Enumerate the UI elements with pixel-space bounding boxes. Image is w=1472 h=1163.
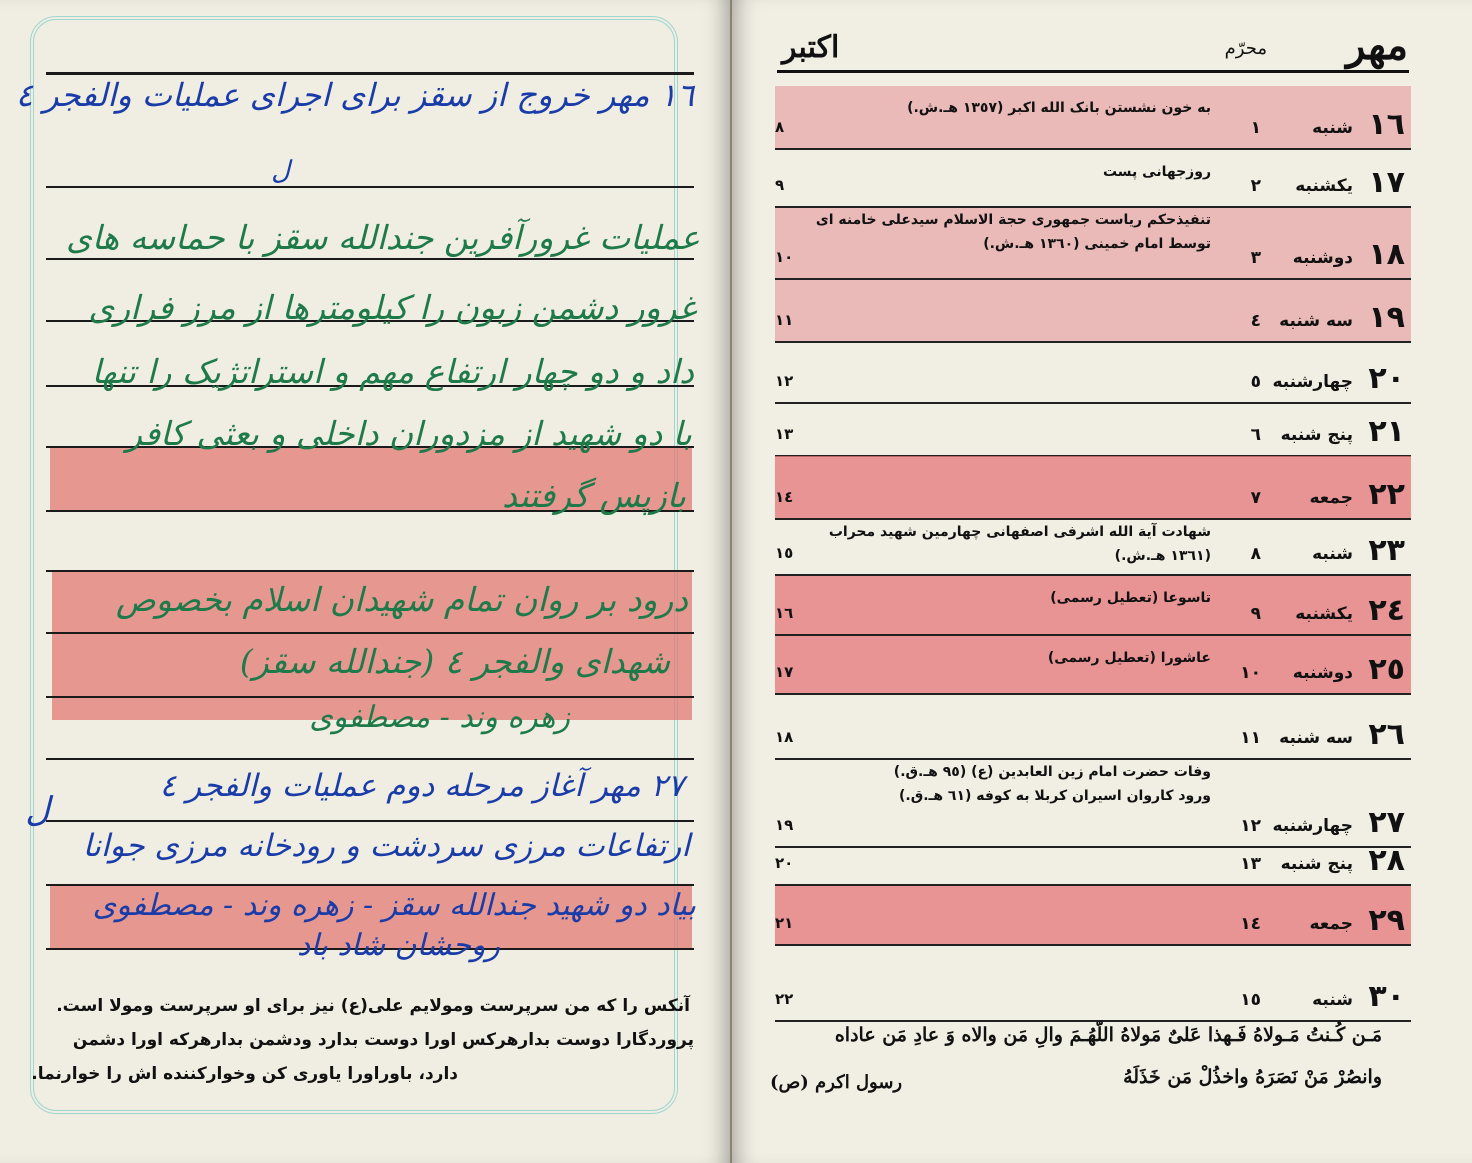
- handwritten-note: غرور دشمن زبون را کیلومترها از مرز فراری: [88, 288, 696, 327]
- hijri-day: ٣: [1250, 248, 1261, 268]
- calendar-row: [775, 636, 1411, 695]
- handwritten-note: با دو شهید از مزدوران داخلی و بعثی کافر: [126, 414, 692, 453]
- event-text: ورود کاروان اسیران کربلا به کوفه (٦١ هـ.ق.): [898, 788, 1211, 804]
- hijri-day: ٥: [1250, 372, 1261, 392]
- event-text: روزجهانی پست: [1102, 164, 1211, 180]
- hadith-translation-line: دارد، باوراورا یاوری کن وخوارکننده اش را خوارنما.: [31, 1064, 458, 1084]
- weekday-name: یکشنبه: [1295, 176, 1353, 196]
- day-number: ٢٨: [1368, 843, 1405, 878]
- handwritten-note: ارتفاعات مرزی سردشت و رودخانه مرزی جوانا: [82, 828, 690, 864]
- day-number: ٢٩: [1368, 903, 1405, 938]
- gregorian-day: ١٤: [775, 488, 794, 506]
- day-number: ١٩: [1368, 300, 1405, 335]
- gregorian-day: ١٧: [775, 663, 794, 681]
- handwritten-note: روحشان شاد باد: [296, 928, 500, 963]
- handwritten-note: زهره وند - مصطفوی: [309, 700, 570, 735]
- ruled-line: [46, 570, 694, 572]
- handwritten-note: بازپس گرفتند: [502, 476, 686, 515]
- weekday-name: چهارشنبه: [1272, 816, 1353, 836]
- weekday-name: سه شنبه: [1279, 728, 1353, 748]
- hijri-day: ٦: [1250, 425, 1261, 445]
- header-rule: [777, 70, 1409, 73]
- gregorian-day: ٨: [775, 118, 785, 136]
- weekday-name: چهارشنبه: [1272, 372, 1353, 392]
- event-text: (١٣٦١ هـ.ش.): [1114, 548, 1211, 564]
- weekday-name: دوشنبه: [1292, 248, 1353, 268]
- calendar-row: [775, 694, 1411, 760]
- hijri-day: ١: [1250, 118, 1261, 138]
- event-text: تاسوعا (تعطیل رسمی): [1050, 590, 1211, 606]
- ruled-line: [46, 72, 694, 75]
- gregorian-day: ١٠: [775, 248, 794, 266]
- calendar-row: [775, 208, 1411, 280]
- weekday-name: جمعه: [1309, 488, 1353, 508]
- day-number: ٢٧: [1368, 805, 1405, 840]
- day-number: ٢٤: [1368, 593, 1405, 628]
- hadith-arabic-line: وانصُرْ مَنْ نَصَرَهُ واخذُلْ مَن خَذَلَهُ: [1123, 1066, 1382, 1088]
- ruled-line: [46, 820, 694, 822]
- ruled-line: [46, 884, 694, 886]
- handwritten-note: ١٦ مهر خروج از سقز برای اجرای عملیات والفجر ٤: [15, 76, 694, 114]
- day-number: ٢٥: [1368, 652, 1405, 687]
- calendar-row: [775, 886, 1411, 946]
- weekday-name: پنج شنبه: [1280, 854, 1353, 874]
- hijri-day: ١٣: [1240, 854, 1261, 874]
- day-number: ١٧: [1368, 165, 1405, 200]
- gregorian-day: ٢٠: [775, 854, 794, 872]
- hijri-day: ٤: [1250, 311, 1261, 331]
- calendar-row: [775, 520, 1411, 576]
- hijri-day: ١٥: [1240, 990, 1261, 1010]
- day-number: ٢٣: [1368, 533, 1405, 568]
- event-text: شهادت آیة الله اشرفی اصفهانی چهارمین شهید محراب: [828, 524, 1211, 540]
- day-number: ٣٠: [1368, 979, 1405, 1014]
- calendar-row: [775, 456, 1411, 520]
- hijri-day: ٢: [1250, 176, 1261, 196]
- handwritten-note: ٢٧ مهر آغاز مرحله دوم عملیات والفجر ٤: [159, 768, 684, 804]
- weekday-name: پنج شنبه: [1280, 425, 1353, 445]
- day-number: ٢١: [1368, 414, 1405, 449]
- calendar-row: [775, 404, 1411, 457]
- weekday-name: شنبه: [1312, 990, 1353, 1010]
- weekday-name: یکشنبه: [1295, 604, 1353, 624]
- hadith-arabic-line: مَـن کُـنتُ مَـولاهُ فَـهذا عَلیٌ مَولاهُ اللّهُـمَ والِ مَن والاه وَ عادِ مَن عاداه: [834, 1024, 1382, 1046]
- hadith-source: رسول اکرم (ص): [770, 1072, 903, 1093]
- event-text: توسط امام خمینی (١٣٦٠ هـ.ش.): [983, 236, 1211, 252]
- gregorian-day: ١٨: [775, 728, 794, 746]
- weekday-name: سه شنبه: [1279, 311, 1353, 331]
- month-title: مهر: [1346, 22, 1408, 69]
- left-page: [0, 0, 732, 1163]
- day-number: ٢٠: [1368, 361, 1405, 396]
- handwritten-note: شهدای والفجر ٤ (جندالله سقز): [239, 642, 670, 681]
- calendar-row: [775, 86, 1411, 150]
- hijri-month: محرّم: [1224, 38, 1267, 59]
- event-text: عاشورا (تعطیل رسمی): [1047, 650, 1211, 666]
- calendar-row: [775, 945, 1411, 1022]
- gregorian-day: ٩: [775, 176, 785, 194]
- ruled-line: [46, 696, 694, 698]
- ruled-line: [46, 258, 694, 260]
- hadith-translation-line: پروردگارا دوست بدارهرکس اورا دوست بدارد ودشمن بدارهرکه اورا دشمن: [72, 1030, 694, 1050]
- hadith-translation-line: آنکس را که من سرپرست ومولایم علی(ع) نیز برای او سرپرست ومولا است.: [56, 996, 690, 1016]
- weekday-name: دوشنبه: [1292, 663, 1353, 683]
- gregorian-day: ١٩: [775, 816, 794, 834]
- event-text: وفات حضرت امام زین العابدین (ع) (٩٥ هـ.ق.): [893, 764, 1211, 780]
- gregorian-day: ١٦: [775, 604, 794, 622]
- hijri-day: ٨: [1250, 544, 1261, 564]
- handwritten-note: درود بر روان تمام شهیدان اسلام بخصوص: [115, 580, 688, 619]
- day-number: ١٨: [1368, 237, 1405, 272]
- handwritten-note: داد و دو چهار ارتفاع مهم و استراتژیک را تنها: [91, 352, 694, 391]
- calendar-row: [775, 760, 1411, 848]
- calendar-row: [775, 150, 1411, 208]
- hijri-day: ٩: [1250, 604, 1261, 624]
- hijri-day: ١٠: [1240, 663, 1261, 683]
- gregorian-day: ١٥: [775, 544, 794, 562]
- handwritten-note: عملیات غرورآفرین جندالله سقز با حماسه های: [66, 218, 700, 257]
- ruled-line: [46, 186, 694, 188]
- gregorian-day: ١٢: [775, 372, 794, 390]
- hijri-day: ١١: [1240, 728, 1261, 748]
- handwritten-mark: ل: [25, 790, 50, 830]
- calendar-row: [775, 576, 1411, 636]
- day-number: ١٦: [1368, 107, 1405, 142]
- day-number: ٢٦: [1368, 717, 1405, 752]
- handwritten-note: بیاد دو شهید جندالله سقز - زهره وند - مصطفوی: [92, 888, 696, 923]
- event-text: به خون نشستن بانک الله اکبر (١٣٥٧ هـ.ش.): [907, 100, 1211, 116]
- gregorian-month: اکتبر: [782, 30, 840, 65]
- gregorian-day: ١٣: [775, 425, 794, 443]
- weekday-name: شنبه: [1312, 544, 1353, 564]
- ruled-line: [46, 632, 694, 634]
- gregorian-day: ٢٢: [775, 990, 794, 1008]
- gregorian-day: ١١: [775, 311, 794, 329]
- calendar-row: [775, 280, 1411, 343]
- day-number: ٢٢: [1368, 477, 1405, 512]
- weekday-name: شنبه: [1312, 118, 1353, 138]
- gregorian-day: ٢١: [775, 914, 794, 932]
- handwritten-mark: ل: [271, 156, 290, 186]
- weekday-name: جمعه: [1309, 914, 1353, 934]
- hijri-day: ١٤: [1240, 914, 1261, 934]
- hijri-day: ٧: [1250, 488, 1261, 508]
- hijri-day: ١٢: [1240, 816, 1261, 836]
- event-text: تنفیذحکم ریاست جمهوری حجة الاسلام سیدعلی خامنه ای: [815, 212, 1211, 228]
- calendar-row: [775, 343, 1411, 404]
- calendar-row: [775, 843, 1411, 886]
- ruled-line: [46, 758, 694, 760]
